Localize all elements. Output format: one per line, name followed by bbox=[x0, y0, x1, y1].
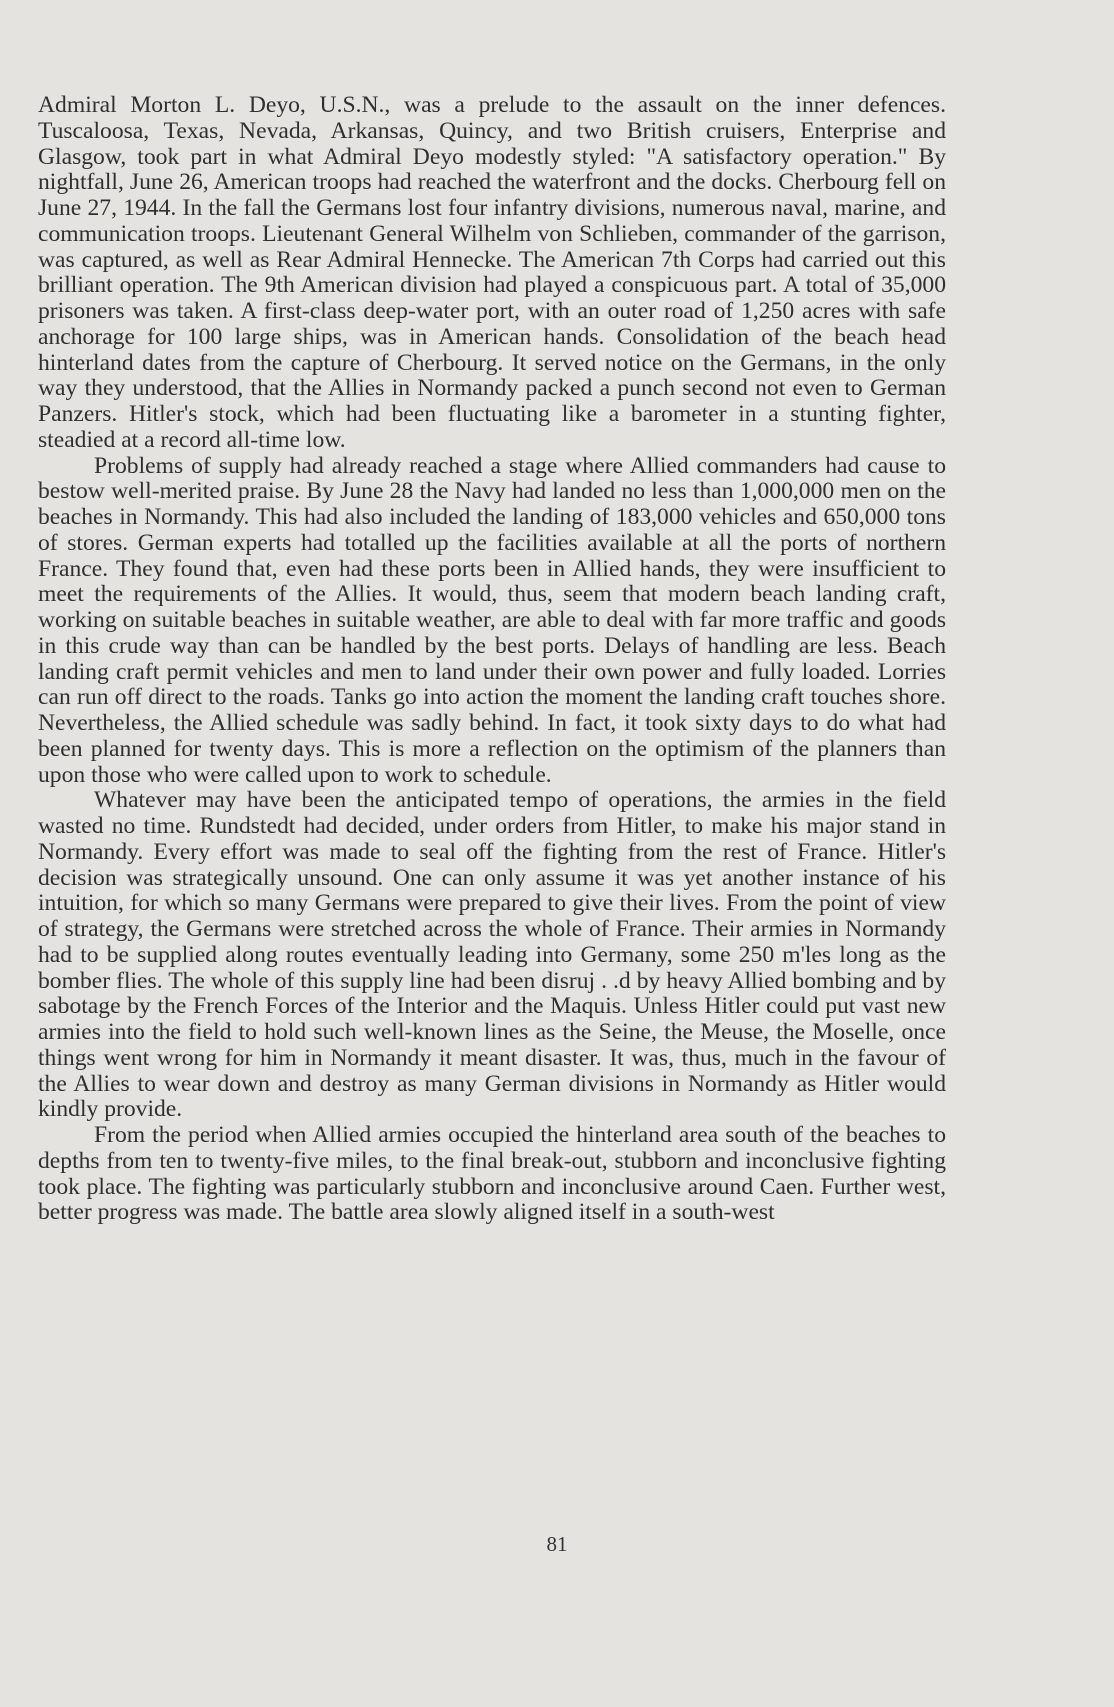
paragraph-2: Problems of supply had already reached a stage where Allied commanders had cause to bestow well-merited praise. By June 28 the Navy had landed no less than 1,000,000 men on the beaches in Normandy. This had also included the landing of 183,000 vehicles and 650,000 tons of stores. German experts had totalled up the facilities available at all the ports of northern France. They found that, even had these ports been in Allied hands, they were insufficient to meet the requirements of the Allies. It would, thus, seem that modern beach landing craft, working on suitable beaches in suitable weather, are able to deal with far more traffic and goods in this crude way than can be handled by the best ports. Delays of handling are less. Beach landing craft permit vehicles and men to land under their own power and fully loaded. Lorries can run off direct to the roads. Tanks go into action the moment the landing craft touches shore. Nevertheless, the Allied schedule was sadly behind. In fact, it took sixty days to do what had been planned for twenty days. This is more a reflection on the optimism of the planners than upon those who were called upon to work to schedule. bbox=[38, 452, 946, 788]
paragraph-3: Whatever may have been the anticipated tempo of operations, the armies in the field wasted no time. Rundstedt had decided, under orders from Hitler, to make his major stand in Normandy. Every effort was made to seal off the fighting from the rest of France. Hitler's decision was strategically unsound. One can only assume it was yet another instance of his intuition, for which so many Germans were prepared to give their lives. From the point of view of strategy, the Germans were stretched across the whole of France. Their armies in Normandy had to be supplied along routes eventually leading into Germany, some 250 m'les long as the bomber flies. The whole of this supply line had been disruj . .d by heavy Allied bombing and by sabotage by the French Forces of the Interior and the Maquis. Unless Hitler could put vast new armies into the field to hold such well-known lines as the Seine, the Meuse, the Moselle, once things went wrong for him in Normandy it meant disaster. It was, thus, much in the favour of the Allies to wear down and destroy as many German divisions in Normandy as Hitler would kindly provide. bbox=[38, 787, 946, 1123]
paragraph-4: From the period when Allied armies occupied the hinterland area south of the beaches to depths from ten to twenty-five miles, to the final break-out, stubborn and inconclusive fighting took place. The fighting was particularly stubborn and inconclusive around Caen. Further west, better progress was made. The battle area slowly aligned itself in a south-west bbox=[38, 1122, 946, 1226]
page-number: 81 bbox=[546, 1532, 568, 1556]
body-text bbox=[38, 93, 946, 1226]
paragraph-1: Admiral Morton L. Deyo, U.S.N., was a prelude to the assault on the inner defences. Tuscaloosa, Texas, Nevada, Arkansas, Quincy, and two British cruisers, Enterprise and Glasgow, took part in what Admiral Deyo modestly styled: "A satisfactory operation." By nightfall, June 26, American troops had reached the waterfront and the docks. Cherbourg fell on June 27, 1944. In the fall the Germans lost four infantry divisions, numerous naval, marine, and communication troops. Lieutenant General Wilhelm von Schlieben, commander of the garrison, was captured, as well as Rear Admiral Hennecke. The American 7th Corps had carried out this brilliant operation. The 9th American division had played a conspicuous part. A total of 35,000 prisoners was taken. A first-class deep-water port, with an outer road of 1,250 acres with safe anchorage for 100 large ships, was in American hands. Consolidation of the beach head hinterland dates from the capture of Cherbourg. It served notice on the Germans, in the only way they understood, that the Allies in Normandy packed a punch second not even to German Panzers. Hitler's stock, which had been fluctuating like a barometer in a stunting fighter, steadied at a record all-time low. bbox=[38, 92, 946, 453]
